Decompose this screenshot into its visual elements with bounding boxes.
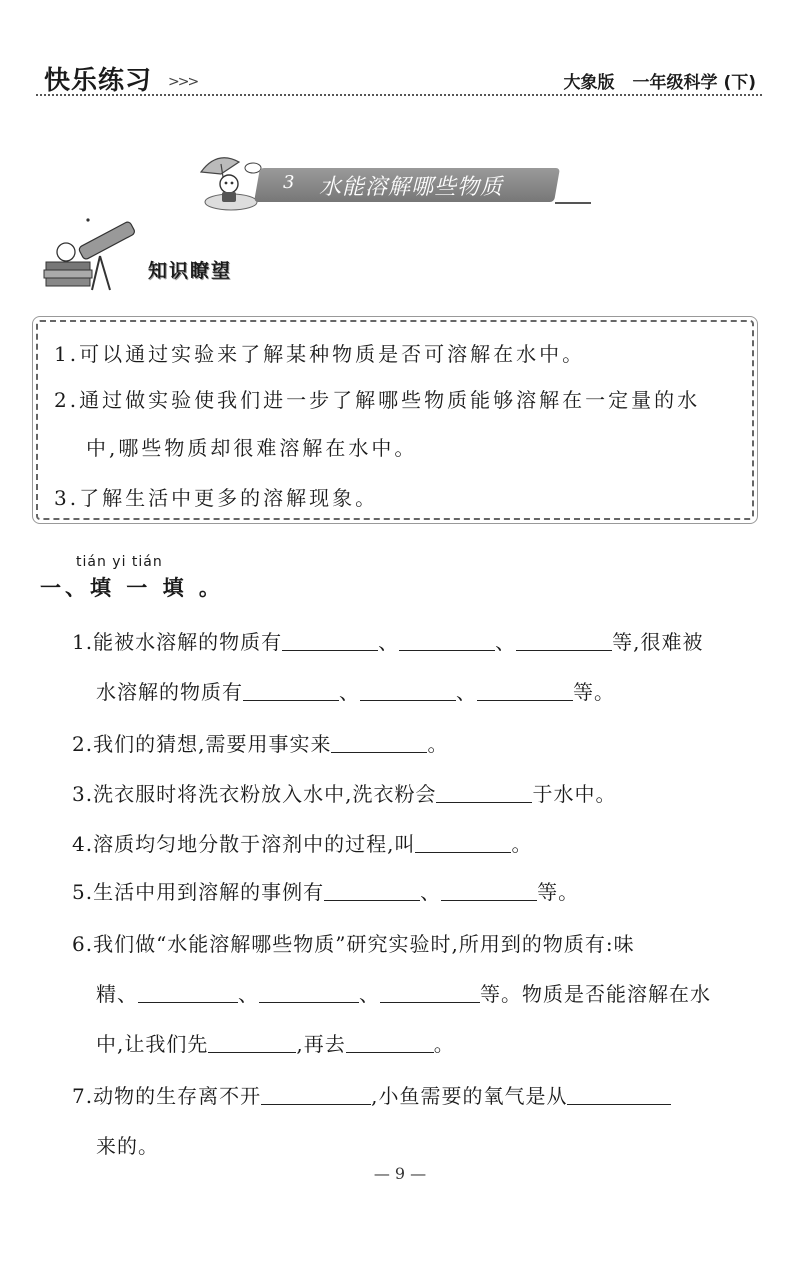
grade-subject: 一年级科学 (下)	[632, 73, 756, 93]
lesson-title: 水能溶解哪些物质	[319, 175, 504, 200]
question-3: 3.洗衣服时将洗衣粉放入水中,洗衣粉会 于水中。	[72, 782, 617, 806]
answer-blank[interactable]	[436, 784, 532, 803]
question-1: 1.能被水溶解的物质有 、 、 等,很难被	[72, 630, 704, 654]
answer-blank[interactable]	[477, 682, 573, 701]
question-6: 6.我们做“水能溶解哪些物质”研究实验时,所用到的物质有:味	[72, 932, 635, 956]
header-divider	[36, 94, 762, 96]
answer-blank[interactable]	[208, 1034, 296, 1053]
question-7-cont: 来的。	[96, 1134, 159, 1158]
question-1-cont: 水溶解的物质有 、 、 等。	[96, 680, 615, 704]
answer-blank[interactable]	[324, 882, 420, 901]
answer-blank[interactable]	[138, 984, 238, 1003]
knowledge-heading	[40, 212, 270, 292]
question-6-cont: 精、 、 、 等。物质是否能溶解在水	[96, 982, 711, 1006]
question-4: 4.溶质均匀地分散于溶剂中的过程,叫 。	[72, 832, 533, 856]
mascot-umbrella-illustration	[195, 150, 265, 214]
answer-blank[interactable]	[380, 984, 480, 1003]
lesson-banner	[195, 150, 595, 214]
answer-blank[interactable]	[261, 1086, 371, 1105]
knowledge-point-1: 1.可以通过实验来了解某种物质是否可溶解在水中。	[54, 342, 586, 366]
answer-blank[interactable]	[282, 632, 378, 651]
question-7: 7.动物的生存离不开 ,小鱼需要的氧气是从	[72, 1080, 671, 1109]
answer-blank[interactable]	[441, 882, 537, 901]
telescope-reading-illustration	[40, 212, 144, 292]
brand-title: 快乐练习	[44, 66, 153, 96]
question-5: 5.生活中用到溶解的事例有 、 等。	[72, 880, 580, 904]
question-6-cont-2: 中,让我们先 ,再去 。	[96, 1032, 455, 1056]
knowledge-point-2: 2.通过做实验使我们进一步了解哪些物质能够溶解在一定量的水	[54, 388, 701, 412]
answer-blank[interactable]	[399, 632, 495, 651]
answer-blank[interactable]	[360, 682, 456, 701]
page-number: — 9 —	[373, 1164, 427, 1183]
section-title: 一、填 一 填 。	[40, 576, 224, 600]
lesson-number: 3	[283, 172, 295, 193]
knowledge-title: 知识瞭望	[148, 260, 233, 282]
knowledge-box	[36, 320, 754, 520]
answer-blank[interactable]	[243, 682, 339, 701]
knowledge-point-2-cont: 中,哪些物质却很难溶解在水中。	[86, 436, 418, 460]
edition-name: 大象版	[563, 73, 615, 93]
answer-blank[interactable]	[415, 834, 511, 853]
answer-blank[interactable]	[331, 734, 427, 753]
answer-blank[interactable]	[259, 984, 359, 1003]
answer-blank[interactable]	[567, 1086, 671, 1105]
page-header	[40, 58, 762, 98]
question-2: 2.我们的猜想,需要用事实来 。	[72, 732, 449, 756]
knowledge-point-3: 3.了解生活中更多的溶解现象。	[54, 486, 379, 510]
section-pinyin: tián yi tián	[76, 554, 163, 570]
banner-underline	[555, 202, 591, 204]
answer-blank[interactable]	[346, 1034, 434, 1053]
edition-label	[564, 68, 756, 93]
answer-blank[interactable]	[516, 632, 612, 651]
chevron-decoration-icon: >>>	[168, 74, 198, 90]
